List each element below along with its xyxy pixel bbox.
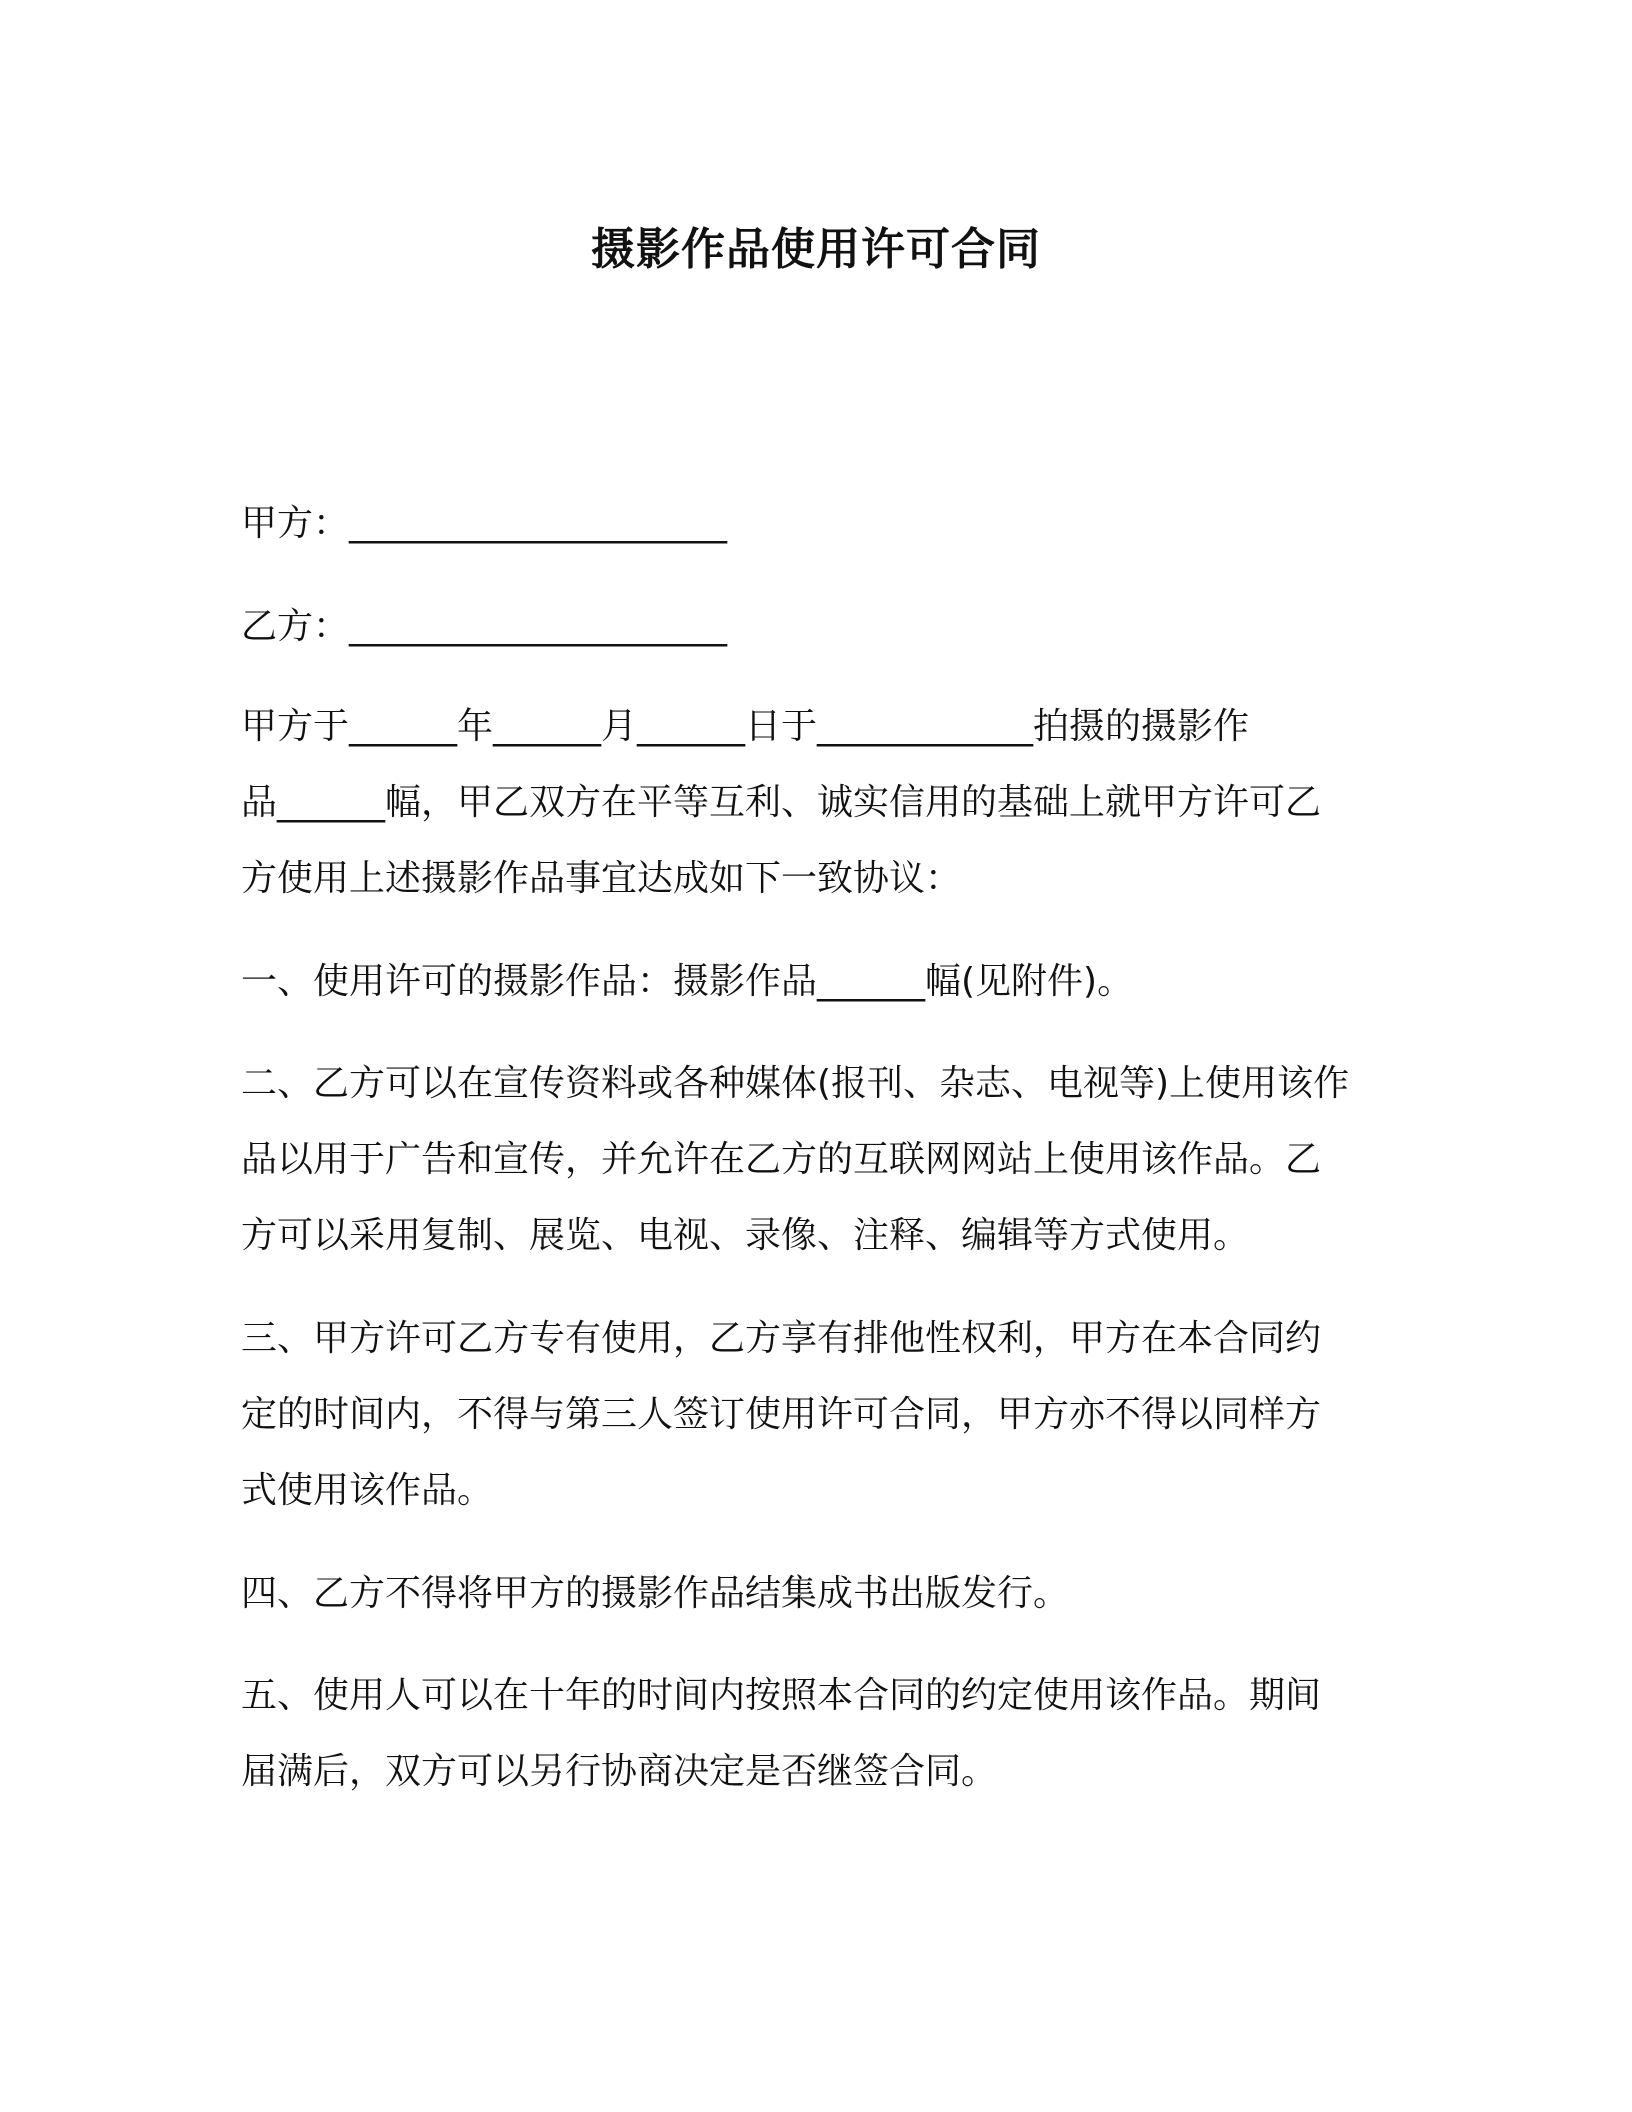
clause-3-line-1: 三、甲方许可乙方专有使用，乙方享有排他性权利，甲方在本合同约	[241, 1318, 1322, 1359]
clause-3-line-2: 定的时间内，不得与第三人签订使用许可合同，甲方亦不得以同样方	[241, 1394, 1322, 1435]
party-b-line: 乙方：_____________________	[241, 606, 728, 647]
clause-2-line-2: 品以用于广告和宣传，并允许在乙方的互联网网站上使用该作品。乙	[241, 1139, 1322, 1180]
document-title: 摄影作品使用许可合同	[591, 224, 1041, 275]
preamble-line-2: 品______幅，甲乙双方在平等互利、诚实信用的基础上就甲方许可乙	[241, 782, 1322, 823]
clause-5-line-2: 届满后，双方可以另行协商决定是否继签合同。	[241, 1751, 998, 1792]
party-a-line: 甲方：_____________________	[241, 503, 728, 544]
preamble-line-1: 甲方于______年______月______日于____________拍摄的摄影作	[241, 706, 1250, 747]
clause-5-line-1: 五、使用人可以在十年的时间内按照本合同的约定使用该作品。期间	[241, 1675, 1322, 1716]
preamble-line-3: 方使用上述摄影作品事宜达成如下一致协议：	[241, 858, 962, 899]
clause-3-line-3: 式使用该作品。	[241, 1470, 494, 1511]
clause-2-line-1: 二、乙方可以在宣传资料或各种媒体(报刊、杂志、电视等)上使用该作	[241, 1063, 1350, 1104]
clause-1-line-1: 一、使用许可的摄影作品：摄影作品______幅(见附件)。	[241, 961, 1134, 1002]
clause-4-line-1: 四、乙方不得将甲方的摄影作品结集成书出版发行。	[241, 1573, 1070, 1614]
clause-2-line-3: 方可以采用复制、展览、电视、录像、注释、编辑等方式使用。	[241, 1215, 1250, 1256]
